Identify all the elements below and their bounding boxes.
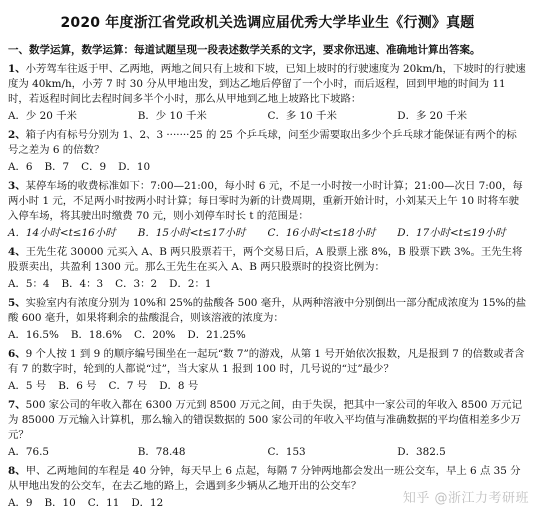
question-stem: [8, 398, 527, 443]
page-title: 2020 年度浙江省党政机关选调应届优秀大学毕业生《行测》真题: [60, 15, 475, 31]
option-c: C．7 号: [108, 380, 148, 392]
question-stem: [8, 179, 527, 224]
question-text: 箱子内有标号分别为 1、2、3 ·······25 的 25 个乒乓球，问至少需要取出多少个乒乓球才能保证有两个的标号之差为 6 的倍数？: [8, 129, 517, 156]
option-a: A．少 20 千米: [8, 110, 77, 122]
option-b: B．7: [44, 161, 70, 173]
question-2: [8, 128, 527, 175]
question-stem: [8, 347, 527, 377]
options-row: [8, 444, 527, 460]
option-d: D．12: [131, 497, 164, 509]
option-d: D．8 号: [159, 380, 199, 392]
question-number: 7、: [8, 399, 26, 411]
option-a: A．14小时<t≤16小时: [8, 227, 116, 239]
question-text: 甲、乙两地间的车程是 40 分钟，每天早上 6 点起，每隔 7 分钟两地都会发出一班公交车，早上 6 点 35 分从甲地出发的公交车，在去乙地的路上，会遇到多少辆从乙地开出的公交车？: [8, 465, 521, 492]
option-b: B．10: [44, 497, 76, 509]
options-row: [8, 225, 527, 241]
option-b: B．少 10 千米: [137, 110, 207, 122]
question-text: 小芳驾车往返于甲、乙两地，两地之间只有上坡和下坡，已知上坡时的行驶速度为 20km/h，下坡时的行驶速度为 40km/h，小芳 7 时 30 分从甲地出发，到达乙地后停留了一个小时，而后返程，回到甲地的时间为 11 时，若返程时间比去程时间多半个小时，那么从甲地到乙地上坡路比下坡路：: [8, 63, 526, 105]
question-4: [8, 245, 527, 292]
question-3: [8, 179, 527, 241]
option-a: A．5：4: [8, 278, 50, 290]
option-c: C．多 10 千米: [267, 110, 337, 122]
watermark: 知乎 @浙江力考研班: [402, 491, 529, 506]
options-row: [8, 108, 527, 124]
question-number: 3、: [8, 180, 26, 192]
option-c: C．20%: [133, 329, 176, 341]
section-heading: 一、数学运算，数学运算：每道试题呈现一段表述数学关系的文字，要求你迅速、准确地计算出答案。: [8, 44, 481, 56]
question-stem: [8, 296, 527, 326]
option-b: B．4：3: [61, 278, 104, 290]
question-number: 1、: [8, 63, 26, 75]
question-number: 2、: [8, 129, 26, 141]
option-c: C．9: [81, 161, 107, 173]
option-a: A．6: [8, 161, 33, 173]
question-stem: [8, 245, 527, 275]
option-b: B．78.48: [137, 446, 186, 458]
options-row: [8, 378, 527, 394]
option-a: A．5 号: [8, 380, 47, 392]
option-c: C．3：2: [115, 278, 158, 290]
question-text: 实验室内有浓度分别为 10%和 25%的盐酸各 500 毫升，从两种溶液中分别倒出一部分配成浓度为 15%的盐酸 600 毫升，如果将剩余的盐酸混合，则该溶液的浓度为：: [8, 297, 527, 324]
option-b: B．18.6%: [70, 329, 122, 341]
option-c: C．153: [267, 446, 306, 458]
option-c: C．16小时<t≤18小时: [267, 227, 376, 239]
options-row: [8, 327, 527, 343]
question-text: 某停车场的收费标准如下：7:00—21:00，每小时 6 元，不足一小时按一小时计算；21:00—次日 7:00，每两小时 1 元，不足两小时按两小时计算；每日零时为新的计费周期，重新开始计时，小刘某天上午 10 时将车驶入停车场，将其驶出时缴费 70 元，则小刘停车时长 t 的范围是：: [8, 180, 523, 222]
question-stem: [8, 128, 527, 158]
option-a: A．9: [8, 497, 33, 509]
question-5: [8, 296, 527, 343]
question-text: 9 个人按 1 到 9 的顺序编号围坐在一起玩“数 7”的游戏，从第 1 号开始依次报数，凡是报到 7 的倍数或者含有 7 的数字时，轮到的人都说“过”，当大家从 1 报到 100 时，几号说的“过”最少？: [8, 348, 525, 375]
option-d: D．2：1: [169, 278, 212, 290]
option-c: C．11: [87, 497, 120, 509]
question-number: 6、: [8, 348, 26, 360]
question-number: 8、: [8, 465, 26, 477]
option-d: D．多 20 千米: [397, 110, 467, 122]
option-a: A．76.5: [8, 446, 50, 458]
question-number: 4、: [8, 246, 26, 258]
question-text: 500 家公司的年收入都在 6300 万元到 8500 万元之间，由于失误，把其中一家公司的年收入 8500 万元记为 85000 万元输入计算机，那么输入的错误数据的 500 家公司的年收入平均值与准确数据的平均值相差多少万元？: [8, 399, 522, 441]
question-7: [8, 398, 527, 460]
question-6: [8, 347, 527, 394]
option-d: D．21.25%: [187, 329, 246, 341]
option-b: B．6 号: [58, 380, 97, 392]
option-d: D．17小时<t≤19小时: [397, 227, 506, 239]
options-row: [8, 159, 527, 175]
option-d: D．10: [118, 161, 151, 173]
question-stem: [8, 62, 527, 107]
option-d: D．382.5: [397, 446, 446, 458]
question-1: [8, 62, 527, 124]
option-b: B．15小时<t≤17小时: [137, 227, 246, 239]
question-number: 5、: [8, 297, 26, 309]
question-text: 王先生花 30000 元买入 A、B 两只股票若干，两个交易日后，A 股票上涨 8%，B 股票下跌 3%。王先生将股票卖出，共盈利 1300 元。那么王先生在买入 A、B 两只股票时的投资比例为：: [8, 246, 523, 273]
option-a: A．16.5%: [8, 329, 59, 341]
options-row: [8, 276, 527, 292]
